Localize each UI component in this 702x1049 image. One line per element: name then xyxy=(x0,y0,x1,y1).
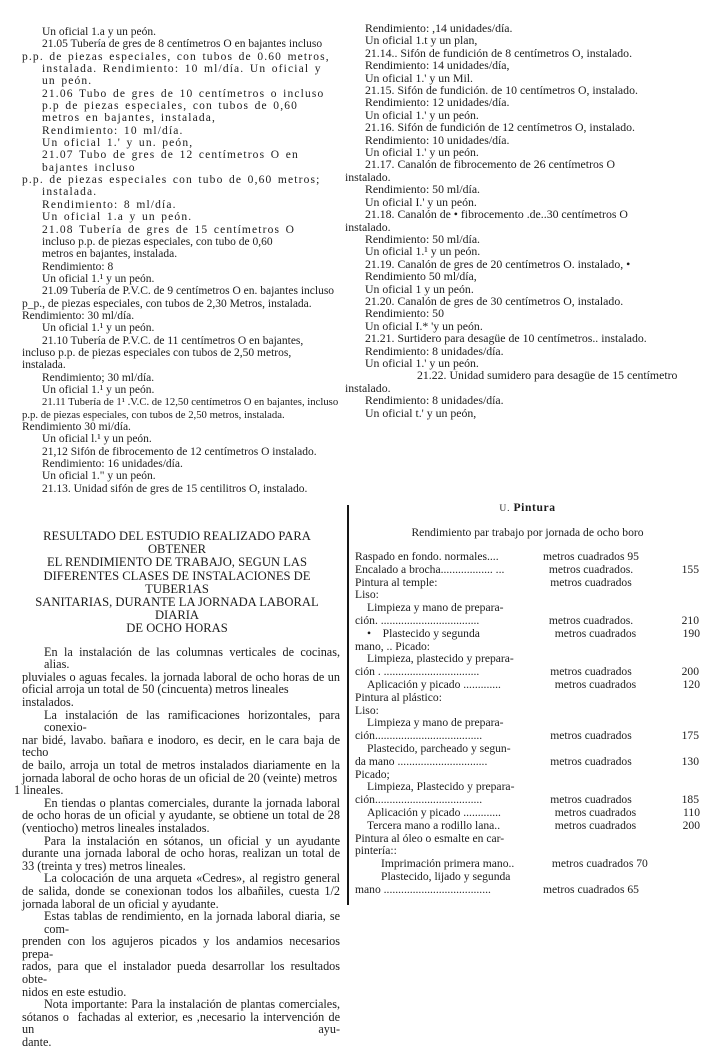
table-row xyxy=(355,833,700,846)
paragraph-line: de bailo, arroja un total de metros instalados diariamente en la xyxy=(22,757,340,772)
text-line: Rendimiento: 8 ml/día. xyxy=(42,198,177,211)
row-label: Picado; xyxy=(355,768,390,781)
row-label: • Plastecido y segunda xyxy=(367,627,480,640)
text-line: 21.22. Unidad sumidero para desagüe de 15 centímetro xyxy=(417,368,678,383)
row-unit: metros cuadrados xyxy=(550,665,632,679)
paragraph-line: jornada laboral de un oficial y ayudante. xyxy=(22,896,219,911)
text-line: Un oficial l.¹ y un peón. xyxy=(42,433,152,446)
study-heading xyxy=(14,530,340,636)
pintura-subtitle: Rendimiento par trabajo por jornada de ocho boro xyxy=(411,526,644,539)
paragraph-line: Nota importante: Para la instalación de plantas comerciales, xyxy=(44,997,340,1012)
row-label: Limpieza y mano de prepara- xyxy=(367,602,504,615)
row-label: Liso: xyxy=(355,704,379,717)
text-line: 21.09 Tubería de P.V.C. de 9 centímetros O en. bajantes incluso xyxy=(42,285,335,298)
text-line: Un oficial 1.¹ y un peón. xyxy=(365,244,481,259)
text-line: 21.08 Tubería de gres de 15 centímetros O xyxy=(42,223,296,236)
paragraph-line: sótanos o fachadas al exterior, es ,necesario la intervención de un ayu- xyxy=(22,1009,340,1037)
row-unit: metros cuadrados 70 xyxy=(551,857,648,871)
text-line: 21.20. Canalón de gres de 30 centímetros O, instalado. xyxy=(365,293,624,308)
row-value xyxy=(655,692,699,705)
top-left-column xyxy=(22,26,346,495)
text-line: metros en bajantes, instalada, xyxy=(42,112,217,125)
text-line: Un oficial 1.¹ y un peón. xyxy=(42,322,155,335)
table-row xyxy=(355,551,700,564)
row-value: 190 xyxy=(682,626,700,640)
heading-line: DIFERENTES CLASES DE INSTALACIONES DE TUBER1AS xyxy=(43,568,311,596)
row-unit: metros cuadrados xyxy=(554,818,637,832)
text-line: Un oficial 1.¹ y un peón. xyxy=(42,272,155,285)
row-value: 120 xyxy=(682,677,700,691)
row-value: 155 xyxy=(681,562,699,576)
text-line: Rendimiento: 50 xyxy=(365,306,444,321)
row-value xyxy=(655,833,699,846)
text-line: Un oficial t.' y un peón, xyxy=(365,405,477,420)
row-value xyxy=(655,769,699,782)
text-line: Rendimiento: 30 ml/día. xyxy=(22,309,135,322)
text-line: p.p de piezas especiales, con tubos de 0,60 xyxy=(42,100,299,113)
text-line: 21,12 Sifón de fibrocemento de 12 centímetros O instalado. xyxy=(42,445,317,458)
table-row xyxy=(355,679,700,692)
paragraph-line: En tiendas o plantas comerciales, durante la jornada laboral xyxy=(44,795,340,810)
row-unit: metros cuadrados xyxy=(550,754,632,768)
row-label: Aplicación y picado ............. xyxy=(367,678,501,691)
paragraph-line: pluviales o aguas fecales. la jornada laboral de ocho horas de un xyxy=(22,669,340,684)
text-line: Un oficial 1.t y un plan, xyxy=(365,33,478,48)
text-line: Un oficial I.* 'y un peón. xyxy=(365,318,483,333)
text-line: Un oficial 1.' y un Mil. xyxy=(365,70,473,85)
row-unit: metros cuadrados. xyxy=(548,613,634,627)
row-unit: metros cuadrados xyxy=(554,677,637,691)
paragraph-line: 1 lineales. xyxy=(14,783,64,798)
text-line: 21.16. Sifón de fundición de 12 centímetros O, instalado. xyxy=(365,120,635,135)
table-row xyxy=(355,807,700,820)
paragraph-line: durante una jornada laboral de ocho horas, realizan un total de xyxy=(22,846,340,861)
heading-line: RESULTADO DEL ESTUDIO REALIZADO PARA OBTENER xyxy=(43,529,311,557)
row-label: Aplicación y picado ............. xyxy=(367,806,501,819)
table-row xyxy=(355,653,700,666)
table-row xyxy=(355,845,700,858)
paragraph-line: nar bidé, lavabo. bañara e inodoro, es decir, en le cara baja de techo xyxy=(22,732,340,760)
text-line: p.p. de piezas especiales, con tubos de 0.60 metros, xyxy=(22,50,330,63)
text-line: Rendimiento: 12 unidades/día. xyxy=(365,95,510,110)
paragraph-line: 33 (treinta y tres) metros lineales. xyxy=(22,858,186,873)
row-value xyxy=(655,705,699,718)
paragraph-line: (ventiocho) metros lineales instalados. xyxy=(22,820,210,835)
paragraph-line: de ocho horas de un oficial y ayudante, se obtiene un total de 28 xyxy=(22,808,340,823)
row-value xyxy=(655,641,699,654)
table-row xyxy=(355,615,700,628)
text-line: Rendimiento: 14 unidades/día, xyxy=(365,58,510,73)
top-right-column xyxy=(345,22,702,419)
table-row xyxy=(355,769,700,782)
table-row xyxy=(355,628,700,641)
row-label: Plastecido, parcheado y segun- xyxy=(367,742,511,755)
row-value xyxy=(655,589,699,602)
row-label: Raspado en fondo. normales.... xyxy=(355,551,499,563)
text-line: bajantes incluso xyxy=(42,161,136,174)
table-row xyxy=(355,705,700,718)
row-label: pintería:: xyxy=(355,845,397,858)
row-label: Limpieza, plastecido y prepara- xyxy=(367,653,514,666)
row-unit xyxy=(527,641,655,654)
row-value: 200 xyxy=(682,818,700,832)
row-value xyxy=(655,551,699,564)
table-row xyxy=(355,602,700,615)
text-line: instalada. xyxy=(22,359,66,372)
table-row xyxy=(355,666,700,679)
text-line: un peón. xyxy=(42,75,93,88)
study-section xyxy=(14,530,340,1049)
pintura-section xyxy=(355,501,700,897)
text-line: Un oficial 1 y un peón. xyxy=(365,281,474,296)
paragraph-line: rados, para que el instalador pueda desarrollar los resultados obte- xyxy=(22,959,340,987)
text-line: 21.17. Canalón de fibrocemento de 26 centímetros O xyxy=(365,157,615,172)
text-line: Un oficial 1.' y un. peón, xyxy=(42,137,194,150)
text-line: Rendimiento: ,14 unidades/día. xyxy=(365,21,513,35)
row-label: ción . ................................. xyxy=(355,666,480,679)
text-line: Un oficial 1." y un peón. xyxy=(42,470,156,483)
row-label: Pintura al temple: xyxy=(355,576,438,589)
text-line: p_p., de piezas especiales, con tubos de 2,30 Metros, instalada. xyxy=(22,297,312,310)
paragraph-line: oficial arroja un total de 50 (cincuenta) metros lineales instalados. xyxy=(22,682,289,709)
row-label: Limpieza y mano de prepara- xyxy=(367,717,504,730)
paragraph-line: La colocación de una arqueta «Cedres», al registro general xyxy=(44,871,340,886)
text-line: 21.18. Canalón de • fibrocemento .de..30 centímetros O xyxy=(365,207,628,222)
row-value xyxy=(659,858,700,871)
paragraph-line: En la instalación de las columnas verticales de cocinas, alias. xyxy=(44,644,340,672)
text-line: 21.15. Sifón de fundición. de 10 centímetros O, instalado. xyxy=(365,83,638,98)
table-row xyxy=(355,884,700,897)
row-value xyxy=(657,743,700,756)
row-label: Pintura al plástico: xyxy=(355,691,442,704)
text-line: Rendimiento; 30 ml/día. xyxy=(42,371,155,384)
row-unit xyxy=(527,589,655,602)
row-unit: metros cuadrados xyxy=(550,793,632,807)
row-label: mano ..................................... xyxy=(355,883,491,896)
paragraph-line: de salida, donde se conexionan todos los albañiles, cuesta 1/2 xyxy=(22,883,340,898)
row-unit: metros cuadrados 95 xyxy=(543,550,639,563)
text-line: instalado. xyxy=(345,219,391,234)
row-value xyxy=(655,577,699,590)
text-line: Rendimiento: 50 ml/día. xyxy=(365,182,481,197)
table-row xyxy=(355,564,700,577)
row-unit: metros cuadrados xyxy=(550,729,632,743)
text-line: instalada. Rendimiento: 10 ml/día. Un oficial y xyxy=(42,63,322,76)
pintura-section-label: U. xyxy=(499,504,511,514)
row-unit: metros cuadrados 65 xyxy=(543,882,639,896)
row-label: Limpieza, Plastecido y prepara- xyxy=(367,781,515,794)
row-label: Liso: xyxy=(355,589,379,602)
row-value: 130 xyxy=(681,754,699,768)
text-line: Un oficial 1.a y un peón. xyxy=(42,26,157,38)
row-label: mano, .. Picado: xyxy=(355,640,431,653)
text-line: 21.14.. Sifón de fundición de 8 centímetros O, instalado. xyxy=(365,45,633,60)
text-line: Un oficial 1.¹ y un peón. xyxy=(42,383,155,396)
table-row xyxy=(355,743,700,756)
text-line: Rendimiento: 16 unidades/día. xyxy=(42,458,183,471)
row-value: 175 xyxy=(681,729,699,743)
text-line: Un oficial 1.' y un peón. xyxy=(365,107,479,122)
text-line: Rendimiento 30 mi/día. xyxy=(22,421,131,433)
text-line: incluso p.p. de piezas especiales con tubos de 2,50 metros, xyxy=(22,346,292,359)
text-line: p.p. de piezas especiales con tubo de 0,60 metros; xyxy=(22,174,321,187)
row-value: 210 xyxy=(681,613,699,627)
row-label: ción..................................... xyxy=(355,730,483,743)
row-label: Tercera mano a rodillo lana.. xyxy=(367,819,501,832)
row-value xyxy=(655,884,699,897)
text-line: 21.10 Tubería de P.V.C. de 11 centímetros O en bajantes, xyxy=(42,334,304,347)
row-unit xyxy=(527,769,655,782)
table-row xyxy=(355,858,700,871)
text-line: p.p. de piezas especiales, con tubos de 2,50 metros, instalada. xyxy=(22,408,285,421)
text-line: instalado. xyxy=(345,380,391,395)
paragraph-line: dante. xyxy=(22,1035,52,1049)
text-line: Rendimiento: 50 ml/día. xyxy=(365,231,481,246)
text-line: Rendimiento 50 ml/día, xyxy=(365,269,477,284)
text-line: instalado. xyxy=(345,169,391,184)
paragraph-line: Estas tablas de rendimiento, en la jornada laboral diaria, se com- xyxy=(44,909,340,936)
text-line: Rendimiento: 8 unidades/día. xyxy=(365,393,504,408)
table-row xyxy=(355,577,700,590)
text-line: 21.06 Tubo de gres de 10 centímetros o incluso xyxy=(42,87,325,100)
row-unit xyxy=(534,743,658,756)
column-divider xyxy=(347,505,349,905)
table-row xyxy=(355,820,700,833)
heading-line: DE OCHO HORAS xyxy=(126,621,228,636)
row-label: da mano ............................... xyxy=(355,755,488,768)
text-line: Rendimiento: 10 ml/día. xyxy=(42,124,184,137)
paragraph-line: Para la instalación en sótanos, un oficial y un ayudante xyxy=(44,833,340,848)
text-line: Un oficial I.' y un peón. xyxy=(365,194,477,209)
row-unit xyxy=(541,871,660,884)
row-value xyxy=(655,845,699,858)
heading-line: SANITARIAS, DURANTE LA JORNADA LABORAL DIARIA xyxy=(35,595,319,623)
row-unit xyxy=(527,705,655,718)
text-line: Un oficial 1.a y un peón. xyxy=(42,211,193,224)
text-line: 21.11 Tubería de 1¹ .V.C. de 12,50 centímetros O en bajantes, incluso xyxy=(42,396,339,409)
text-line: incluso p.p. de piezas especiales, con tubo de 0,60 xyxy=(42,235,273,248)
row-label: Plastecido, lijado y segunda xyxy=(381,870,511,883)
paragraph-line: La instalación de las ramificaciones horizontales, para conexio- xyxy=(44,707,340,735)
row-unit: metros cuadrados xyxy=(554,805,637,819)
row-value: 200 xyxy=(681,665,699,679)
row-value: 110 xyxy=(683,805,700,819)
heading-line: EL RENDIMIENTO DE TRABAJO, SEGUN LAS xyxy=(46,555,308,570)
table-row xyxy=(355,641,700,654)
table-row xyxy=(355,781,700,794)
text-line: instalada. xyxy=(42,186,98,199)
text-line: 21.21. Surtidero para desagüe de 10 centímetros.. instalado. xyxy=(365,331,647,346)
paragraph-line: nidos en este estudio. xyxy=(22,984,127,999)
pintura-title xyxy=(355,501,700,516)
table-row xyxy=(355,589,700,602)
row-label: Imprimación primera mano.. xyxy=(381,858,515,871)
table-row xyxy=(355,730,700,743)
paragraph-line: prenden con los agujeros picados y los andamios necesarios prepa- xyxy=(22,934,340,961)
row-value: 185 xyxy=(681,793,699,807)
table-row xyxy=(355,794,700,807)
row-label: Pintura al óleo o esmalte en car- xyxy=(355,832,505,845)
text-line: Rendimiento: 8 unidades/día. xyxy=(365,343,504,358)
text-line: 21.13. Unidad sifón de gres de 15 centilitros O, instalado. xyxy=(42,482,308,495)
table-row xyxy=(355,756,700,769)
text-line: 21.07 Tubo de gres de 12 centímetros O en xyxy=(42,149,299,162)
row-label: Encalado a brocha.................. ... xyxy=(355,563,505,576)
row-value xyxy=(659,871,700,884)
text-line: 21.05 Tubería de gres de 8 centímetros O en bajantes incluso xyxy=(42,38,323,51)
study-paragraphs xyxy=(14,646,340,1049)
text-line: Rendimiento: 8 xyxy=(42,260,114,273)
table-row xyxy=(355,871,700,884)
pintura-table xyxy=(355,551,700,897)
table-row xyxy=(355,717,700,730)
text-line: Rendimiento: 10 unidades/día. xyxy=(365,132,510,147)
pintura-section-name: Pintura xyxy=(513,501,556,514)
table-row xyxy=(355,692,700,705)
text-line: 21.19. Canalón de gres de 20 centímetros O. instalado, • xyxy=(365,256,631,271)
text-line: Un oficial 1.' y un peón. xyxy=(365,145,479,160)
row-label: ción. .................................. xyxy=(355,614,480,627)
row-unit: metros cuadrados xyxy=(554,626,637,640)
row-unit xyxy=(527,833,655,846)
row-unit: metros cuadrados. xyxy=(548,562,634,576)
text-line: Un oficial 1.' y un peón. xyxy=(365,355,479,370)
paragraph-line: jornada laboral de ocho horas de un oficial de 20 (veinte) metros xyxy=(22,770,338,785)
row-unit xyxy=(527,692,655,705)
text-line: metros en bajantes, instalada. xyxy=(42,248,178,261)
row-label: ción..................................... xyxy=(355,794,483,807)
row-unit: metros cuadrados xyxy=(550,575,632,589)
